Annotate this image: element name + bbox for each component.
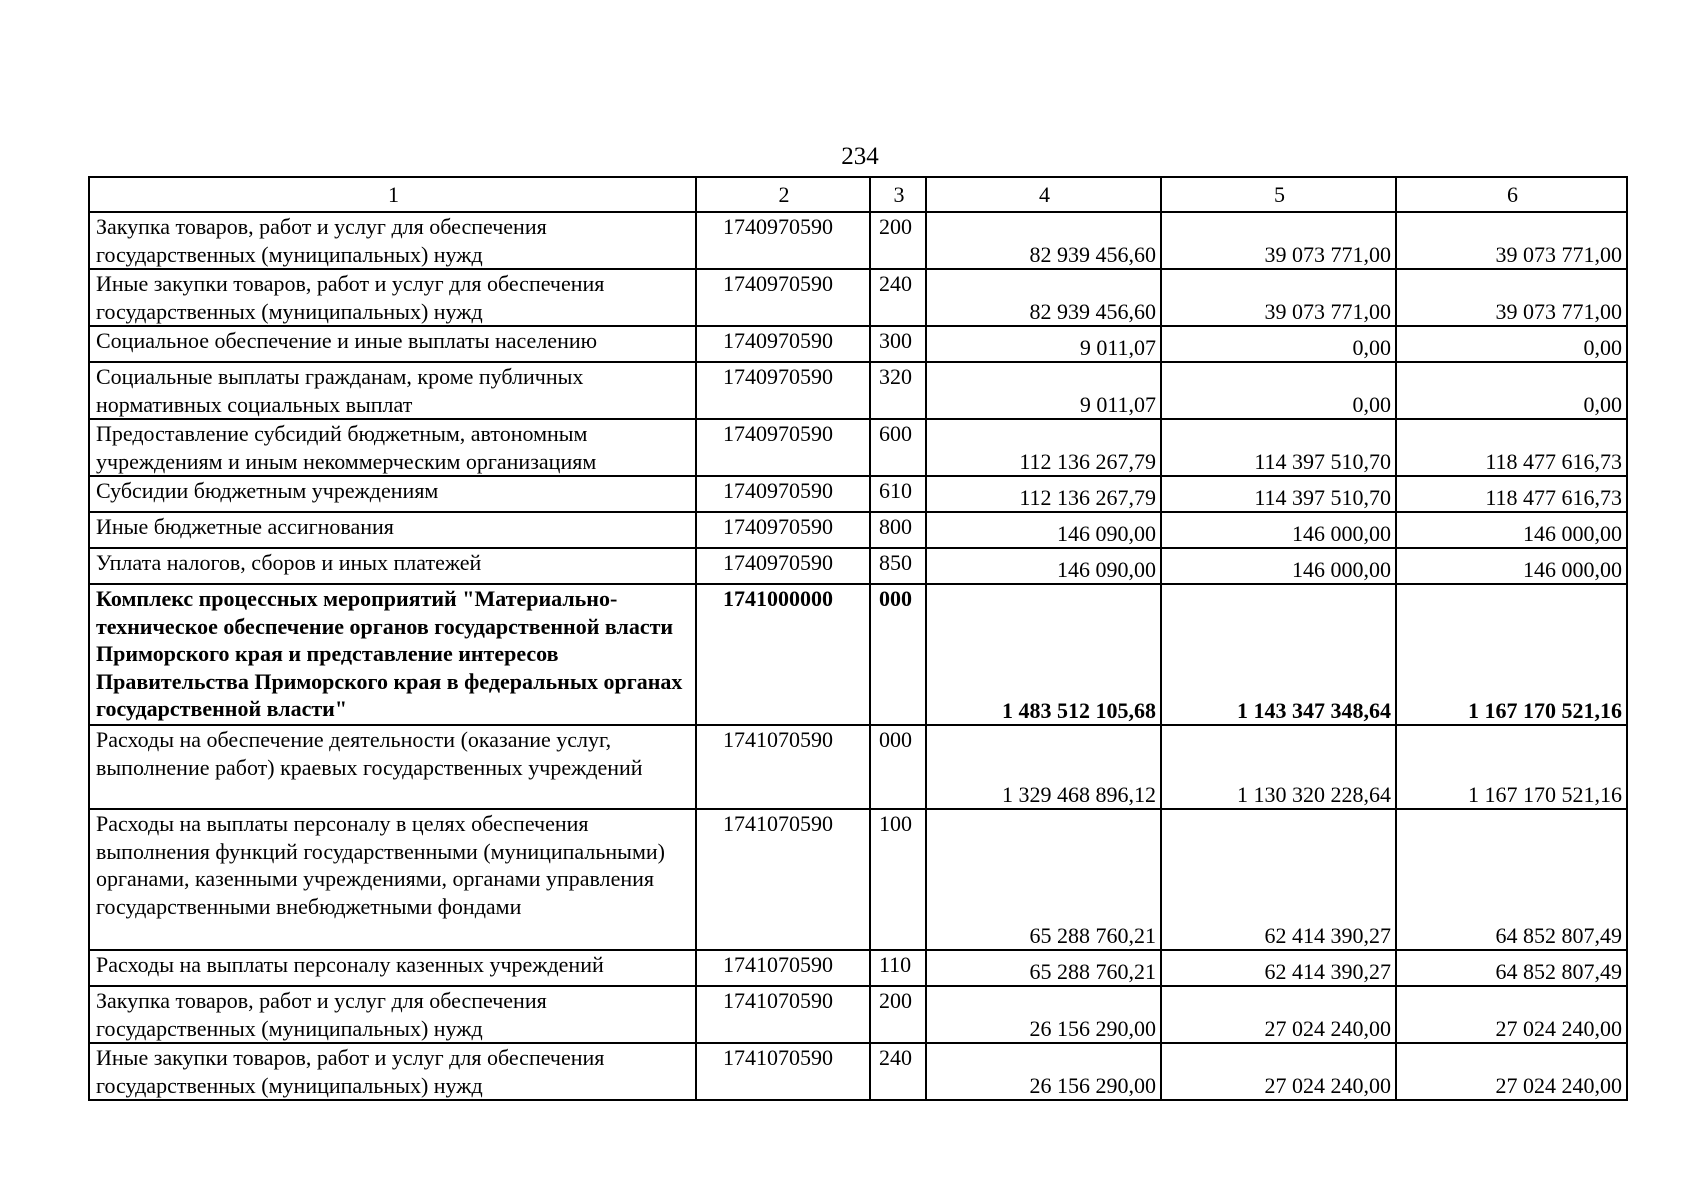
row-type: 610 (870, 476, 926, 512)
row-value-5: 1 143 347 348,64 (1161, 584, 1396, 725)
row-name: Уплата налогов, сборов и иных платежей (89, 548, 696, 584)
row-value-5: 27 024 240,00 (1161, 1043, 1396, 1100)
row-type: 240 (870, 1043, 926, 1100)
row-value-6: 27 024 240,00 (1396, 1043, 1627, 1100)
row-code: 1741070590 (696, 725, 870, 809)
row-code: 1740970590 (696, 326, 870, 362)
row-code: 1740970590 (696, 548, 870, 584)
row-value-6: 27 024 240,00 (1396, 986, 1627, 1043)
row-value-4: 146 090,00 (926, 512, 1161, 548)
row-type: 600 (870, 419, 926, 476)
column-header: 1 (89, 177, 696, 212)
row-value-5: 0,00 (1161, 326, 1396, 362)
row-type: 200 (870, 212, 926, 269)
row-value-4: 9 011,07 (926, 326, 1161, 362)
row-value-5: 146 000,00 (1161, 548, 1396, 584)
row-value-4: 9 011,07 (926, 362, 1161, 419)
row-code: 1740970590 (696, 212, 870, 269)
row-name: Закупка товаров, работ и услуг для обеспечения государственных (муниципальных) нужд (89, 986, 696, 1043)
row-type: 110 (870, 950, 926, 986)
table-row (89, 950, 1627, 986)
row-value-4: 1 329 468 896,12 (926, 725, 1161, 809)
row-value-5: 62 414 390,27 (1161, 809, 1396, 950)
row-value-4: 26 156 290,00 (926, 986, 1161, 1043)
row-code: 1740970590 (696, 419, 870, 476)
column-header: 3 (870, 177, 926, 212)
row-type: 000 (870, 725, 926, 809)
row-value-4: 112 136 267,79 (926, 419, 1161, 476)
row-code: 1740970590 (696, 362, 870, 419)
row-type: 320 (870, 362, 926, 419)
column-header: 2 (696, 177, 870, 212)
budget-table (88, 176, 1628, 1101)
row-code: 1741070590 (696, 1043, 870, 1100)
row-value-6: 118 477 616,73 (1396, 419, 1627, 476)
row-code: 1740970590 (696, 476, 870, 512)
row-type: 200 (870, 986, 926, 1043)
row-value-6: 146 000,00 (1396, 512, 1627, 548)
row-value-6: 0,00 (1396, 326, 1627, 362)
row-type: 850 (870, 548, 926, 584)
table-row (89, 269, 1627, 326)
column-header: 6 (1396, 177, 1627, 212)
table-row (89, 548, 1627, 584)
page-number: 234 (841, 143, 879, 170)
row-value-6: 39 073 771,00 (1396, 269, 1627, 326)
table-row (89, 212, 1627, 269)
row-value-5: 27 024 240,00 (1161, 986, 1396, 1043)
row-type: 100 (870, 809, 926, 950)
row-value-5: 62 414 390,27 (1161, 950, 1396, 986)
row-value-6: 118 477 616,73 (1396, 476, 1627, 512)
row-type: 800 (870, 512, 926, 548)
table-row (89, 362, 1627, 419)
table-row (89, 476, 1627, 512)
row-type: 300 (870, 326, 926, 362)
row-value-4: 82 939 456,60 (926, 269, 1161, 326)
table-row-section-total (89, 584, 1627, 725)
row-value-5: 39 073 771,00 (1161, 212, 1396, 269)
row-value-4: 82 939 456,60 (926, 212, 1161, 269)
row-value-6: 64 852 807,49 (1396, 950, 1627, 986)
row-name: Закупка товаров, работ и услуг для обеспечения государственных (муниципальных) нужд (89, 212, 696, 269)
row-value-6: 0,00 (1396, 362, 1627, 419)
row-name: Расходы на обеспечение деятельности (оказание услуг, выполнение работ) краевых государственных учреждений (89, 725, 696, 809)
table-row (89, 986, 1627, 1043)
table-row (89, 512, 1627, 548)
row-value-4: 26 156 290,00 (926, 1043, 1161, 1100)
row-name: Расходы на выплаты персоналу казенных учреждений (89, 950, 696, 986)
row-value-6: 64 852 807,49 (1396, 809, 1627, 950)
table-row (89, 809, 1627, 950)
row-code: 1740970590 (696, 512, 870, 548)
column-header: 5 (1161, 177, 1396, 212)
row-name: Иные бюджетные ассигнования (89, 512, 696, 548)
row-value-6: 1 167 170 521,16 (1396, 725, 1627, 809)
row-value-5: 114 397 510,70 (1161, 476, 1396, 512)
row-value-4: 65 288 760,21 (926, 950, 1161, 986)
row-value-4: 65 288 760,21 (926, 809, 1161, 950)
table-row (89, 326, 1627, 362)
row-code: 1741070590 (696, 809, 870, 950)
table-row (89, 419, 1627, 476)
row-type: 240 (870, 269, 926, 326)
row-value-4: 1 483 512 105,68 (926, 584, 1161, 725)
row-code: 1741070590 (696, 950, 870, 986)
row-value-5: 146 000,00 (1161, 512, 1396, 548)
column-header: 4 (926, 177, 1161, 212)
row-name: Расходы на выплаты персоналу в целях обеспечения выполнения функций государственными (муниципальными) органами, казенными учреждениями, органами управления государственными внебюджетными фондами (89, 809, 696, 950)
row-value-4: 112 136 267,79 (926, 476, 1161, 512)
row-name: Предоставление субсидий бюджетным, автономным учреждениям и иным некоммерческим организациям (89, 419, 696, 476)
row-name: Иные закупки товаров, работ и услуг для обеспечения государственных (муниципальных) нужд (89, 1043, 696, 1100)
row-value-6: 39 073 771,00 (1396, 212, 1627, 269)
row-value-5: 39 073 771,00 (1161, 269, 1396, 326)
row-code: 1740970590 (696, 269, 870, 326)
row-value-5: 0,00 (1161, 362, 1396, 419)
row-code: 1741000000 (696, 584, 870, 725)
row-name: Иные закупки товаров, работ и услуг для обеспечения государственных (муниципальных) нужд (89, 269, 696, 326)
table-header-row (89, 177, 1627, 212)
row-value-5: 114 397 510,70 (1161, 419, 1396, 476)
row-value-4: 146 090,00 (926, 548, 1161, 584)
row-name: Субсидии бюджетным учреждениям (89, 476, 696, 512)
row-value-6: 146 000,00 (1396, 548, 1627, 584)
row-code: 1741070590 (696, 986, 870, 1043)
row-name: Социальное обеспечение и иные выплаты населению (89, 326, 696, 362)
table-row (89, 1043, 1627, 1100)
row-value-6: 1 167 170 521,16 (1396, 584, 1627, 725)
table-row (89, 725, 1627, 809)
row-name: Социальные выплаты гражданам, кроме публичных нормативных социальных выплат (89, 362, 696, 419)
row-value-5: 1 130 320 228,64 (1161, 725, 1396, 809)
row-type: 000 (870, 584, 926, 725)
row-name: Комплекс процессных мероприятий "Материально-техническое обеспечение органов государственной власти Приморского края и представление интересов Правительства Приморского края в федеральных органах государственной власти" (89, 584, 696, 725)
